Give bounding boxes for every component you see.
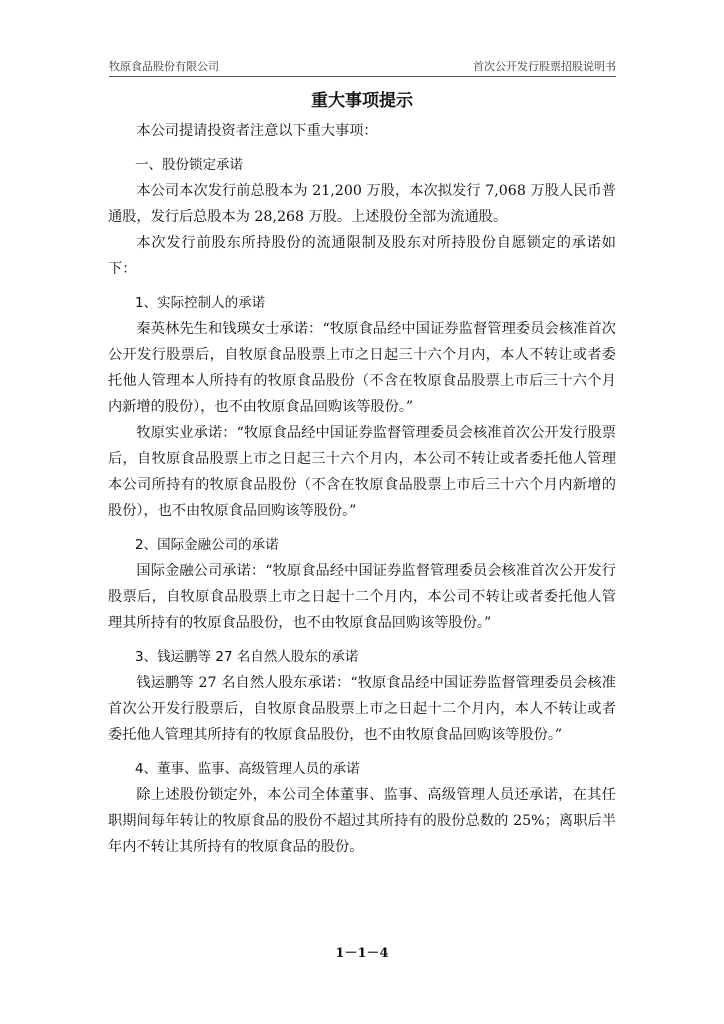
header-divider [109,76,616,77]
item-heading-natural-shareholders: 3、钱运鹏等 27 名自然人股东的承诺 [135,649,359,665]
page-header [109,58,616,76]
page-body [108,86,616,860]
item-heading-ifc: 2、国际金融公司的承诺 [135,537,279,553]
controller-commitment-paragraph: 秦英林先生和钱瑛女士承诺：“牧原食品经中国证券监督管理委员会核准首次公开发行股票后，自牧原食品股票上市之日起三十六个月内，本人不转让或者委托他人管理本人所持有的牧原食品股份（不含在牧原食品股票上市后三十六个月内新增的股份），也不由牧原食品回购该等股份。” [108,321,616,415]
item-heading-controller: 1、实际控制人的承诺 [135,295,266,311]
directors-commitment-paragraph: 除上述股份锁定外，本公司全体董事、监事、高级管理人员还承诺，在其任职期间每年转让的牧原食品的股份不超过其所持有的股份总数的 25%；离职后半年内不转让其所持有的牧原食品的股份。 [108,787,616,855]
page-number: 1－1－4 [335,946,389,961]
share-capital-paragraph: 本公司本次发行前总股本为 21,200 万股，本次拟发行 7,068 万股人民币普通股，发行后总股本为 28,268 万股。上述股份全部为流通股。 [108,183,616,225]
item-heading-directors: 4、董事、监事、高级管理人员的承诺 [135,761,360,777]
page-title: 重大事项提示 [311,91,413,111]
muyuan-industry-commitment-paragraph: 牧原实业承诺：“牧原食品经中国证券监督管理委员会核准首次公开发行股票后，自牧原食品股票上市之日起三十六个月内，本公司不转让或者委托他人管理本公司所持有的牧原食品股份（不含在牧原食品股票上市后三十六个月内新增的股份），也不由牧原食品回购该等股份。” [108,425,616,519]
intro-paragraph: 本公司提请投资者注意以下重大事项： [136,123,378,139]
natural-shareholders-commitment-paragraph: 钱运鹏等 27 名自然人股东承诺：“牧原食品经中国证券监督管理委员会核准首次公开发行股票后，自牧原食品股票上市之日起十二个月内，本人不转让或者委托他人管理其所持有的牧原食品股份，也不由牧原食品回购该等股份。” [108,675,616,743]
lockup-intro-paragraph: 本次发行前股东所持股份的流通限制及股东对所持股份自愿锁定的承诺如下： [108,235,616,277]
header-company-name: 牧原食品股份有限公司 [109,60,219,73]
section-heading-share-lockup: 一、股份锁定承诺 [135,157,243,173]
header-document-title: 首次公开发行股票招股说明书 [473,60,616,73]
ifc-commitment-paragraph: 国际金融公司承诺：“牧原食品经中国证券监督管理委员会核准首次公开发行股票后，自牧原食品股票上市之日起十二个月内，本公司不转让或者委托他人管理其所持有的牧原食品股份，也不由牧原食品回购该等股份。” [108,563,616,631]
